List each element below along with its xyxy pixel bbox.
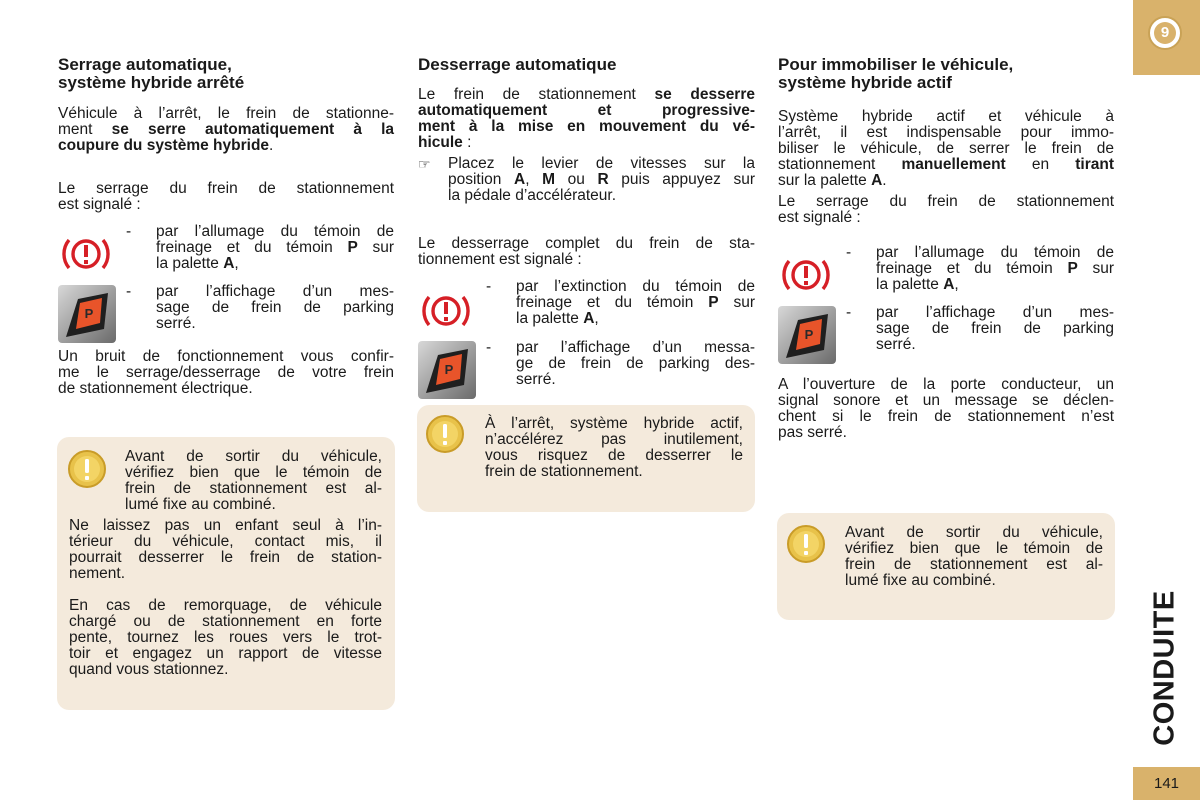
col2-b2-line3: serré. — [516, 371, 556, 388]
col3-b2-line3: serré. — [876, 336, 916, 353]
col2-b1-line3c: , — [594, 310, 599, 327]
col2-p1-line1a: Le frein de stationnement — [418, 86, 655, 103]
col2-bullet-1 — [486, 279, 755, 327]
bullet-dash: - — [126, 283, 132, 300]
col1-note-p2-line4: nement. — [69, 565, 126, 582]
col3-p1-line2: l’arrêt, il est indispensable pour immo- — [778, 124, 1114, 141]
col1-p1-line2b: se serre automatiquement à la — [111, 121, 394, 138]
col3-p3-line1: A l’ouverture de la porte conducteur, un — [778, 376, 1114, 393]
col2-b1-line3a: la palette — [516, 310, 584, 327]
col3-p1-line4a: stationnement — [778, 156, 902, 173]
col2-b1-line2a: freinage et du témoin — [516, 294, 709, 311]
col1-paragraph-2 — [58, 181, 394, 213]
col1-note-line2: vérifiez bien que le témoin de — [125, 464, 382, 481]
brake-warning-icon — [420, 289, 472, 333]
col1-note-line4: lumé fixe au combiné. — [125, 496, 276, 513]
col1-b2-line2: sage de frein de parking — [156, 299, 394, 316]
col1-heading — [58, 56, 398, 92]
col1-note-p3-line1: En cas de remorquage, de véhicule — [69, 597, 382, 614]
col2-hand-line2b: A — [514, 171, 526, 188]
col3-b1-line3b: A — [943, 276, 955, 293]
col3-p1-line1: Système hybride actif et véhicule à — [778, 108, 1114, 125]
col1-note-p3-line5: quand vous stationnez. — [69, 661, 229, 678]
col1-b1-line3a: la palette — [156, 255, 224, 272]
warning-exclamation-icon — [786, 524, 826, 564]
col3-p3-line3: chent si le frein de stationnement n’est — [778, 408, 1114, 425]
hand-pointer-icon: ☞ — [418, 156, 431, 172]
col1-bullet-1 — [126, 224, 394, 272]
parking-switch-icon — [778, 306, 836, 364]
chapter-badge — [1148, 16, 1182, 50]
col2-heading: Desserrage automatique — [418, 55, 617, 74]
col3-b1-line3c: , — [954, 276, 959, 293]
col2-note-line1: À l’arrêt, système hybride actif, — [485, 415, 743, 432]
col3-note-line1: Avant de sortir du véhicule, — [845, 524, 1103, 541]
col2-note-line2: n’accélérez pas inutilement, — [485, 431, 743, 448]
col1-b1-line2a: freinage et du témoin — [156, 239, 348, 256]
col1-p1-line3b: . — [269, 137, 274, 154]
chapter-number: 9 — [1154, 22, 1176, 44]
col1-b2-line3: serré. — [156, 315, 196, 332]
col3-paragraph-1 — [778, 109, 1114, 189]
col2-note-line4: frein de stationnement. — [485, 463, 643, 480]
col1-b1-line2c: sur — [357, 239, 394, 256]
col2-hand-line2c: , — [525, 171, 543, 188]
col2-b1-line3b: A — [583, 310, 595, 327]
col2-instruction — [418, 156, 755, 204]
col3-heading — [778, 56, 1118, 92]
brake-warning-icon — [60, 232, 112, 276]
col1-p2-line2: est signalé : — [58, 196, 141, 213]
col3-note-line4: lumé fixe au combiné. — [845, 572, 996, 589]
col3-p2-line2: est signalé : — [778, 209, 861, 226]
col1-note-line1: Avant de sortir du véhicule, — [125, 448, 382, 465]
warning-exclamation-icon — [67, 449, 107, 489]
col2-paragraph-2 — [418, 236, 755, 268]
brake-warning-icon — [780, 253, 832, 297]
col2-p1-line4b: : — [462, 134, 472, 151]
col1-paragraph-3 — [58, 349, 394, 397]
col2-p1-line4a: hicule — [418, 134, 463, 151]
parking-switch-icon — [418, 341, 476, 399]
col2-bullet-2 — [486, 340, 755, 388]
col2-p1-line2: automatiquement et progressive- — [418, 102, 755, 119]
col1-note-p3-line4: toir et engagez un rapport de vitesse — [69, 645, 382, 662]
bullet-dash: - — [846, 244, 852, 261]
col2-p1-line1b: se desserre — [654, 86, 755, 103]
page-number: 141 — [1133, 767, 1200, 800]
col1-bullet-2 — [126, 284, 394, 332]
warning-exclamation-icon — [425, 414, 465, 454]
col3-p1-line4b: manuellement — [901, 156, 1006, 173]
col3-p1-line3: biliser le véhicule, de serrer le frein de — [778, 140, 1114, 157]
col2-b1-line2c: sur — [718, 294, 755, 311]
col2-warning-note — [417, 405, 755, 512]
col1-b1-line1: par l’allumage du témoin de — [156, 223, 394, 240]
col1-p1-line1: Véhicule à l’arrêt, le frein de stationne- — [58, 105, 394, 122]
col3-p3-line2: signal sonore et un message se déclen- — [778, 392, 1114, 409]
col2-hand-line2f: R — [597, 171, 609, 188]
col3-p1-line5b: A — [871, 172, 883, 189]
bullet-dash: - — [126, 223, 132, 240]
col1-note-p2-line1: Ne laissez pas un enfant seul à l’in- — [69, 517, 382, 534]
col1-b1-line3b: A — [223, 255, 235, 272]
col3-p1-line4d: tirant — [1075, 156, 1114, 173]
col3-b1-line2a: freinage et du témoin — [876, 260, 1068, 277]
col2-hand-line2e: ou — [555, 171, 598, 188]
section-title: CONDUITE — [1148, 589, 1181, 746]
col3-p1-line5c: . — [882, 172, 887, 189]
col3-bullet-2 — [846, 305, 1114, 353]
bullet-dash: - — [486, 278, 492, 295]
col2-hand-line2d: M — [542, 171, 556, 188]
col3-b1-line1: par l’allumage du témoin de — [876, 244, 1114, 261]
col1-heading-line1: Serrage automatique, — [58, 55, 232, 74]
col1-note-p2-line3: pourrait desserrer le frein de station- — [69, 549, 382, 566]
col1-heading-line2: système hybride arrêté — [58, 73, 245, 92]
col2-note-line3: vous risquez de desserrer le — [485, 447, 743, 464]
col2-hand-line3: la pédale d’accélérateur. — [448, 187, 617, 204]
col1-warning-note — [57, 437, 395, 710]
col3-b1-line3a: la palette — [876, 276, 944, 293]
col1-p3-line2: me le serrage/desserrage de votre frein — [58, 364, 394, 381]
col3-bullet-1 — [846, 245, 1114, 293]
col3-paragraph-3 — [778, 377, 1114, 441]
svg-text:P: P — [804, 327, 814, 342]
svg-text:P: P — [84, 306, 94, 321]
col1-note-p3-line2: chargé ou de stationnement en forte — [69, 613, 382, 630]
col2-paragraph-1 — [418, 87, 755, 151]
col1-b1-line2b: P — [347, 239, 358, 256]
parking-switch-icon — [58, 285, 116, 343]
col3-heading-line1: Pour immobiliser le véhicule, — [778, 55, 1014, 74]
col1-p3-line1: Un bruit de fonctionnement vous confir- — [58, 348, 394, 365]
col3-b2-line1: par l’affichage d’un mes- — [876, 304, 1114, 321]
col2-hand-line1: Placez le levier de vitesses sur la — [448, 155, 755, 172]
col2-b2-line1: par l’affichage d’un messa- — [516, 339, 755, 356]
col2-hand-line2g: puis appuyez sur — [608, 171, 755, 188]
col3-p1-line5a: sur la palette — [778, 172, 872, 189]
col2-b2-line2: ge de frein de parking des- — [516, 355, 755, 372]
col1-p1-line3a: coupure du système hybride — [58, 137, 270, 154]
col2-hand-line2a: position — [448, 171, 515, 188]
col2-b1-line1: par l’extinction du témoin de — [516, 278, 755, 295]
col1-b2-line1: par l’affichage d’un mes- — [156, 283, 394, 300]
col2-p2-line2: tionnement est signalé : — [418, 251, 582, 268]
col3-p3-line4: pas serré. — [778, 424, 847, 441]
col1-paragraph-1 — [58, 106, 394, 154]
col1-note-line3: frein de stationnement est al- — [125, 480, 382, 497]
col3-note-line2: vérifiez bien que le témoin de — [845, 540, 1103, 557]
col3-p2-line1: Le serrage du frein de stationnement — [778, 193, 1114, 210]
col1-note-p3-line3: pente, tournez les roues vers le trot- — [69, 629, 382, 646]
col1-p2-line1: Le serrage du frein de stationnement — [58, 180, 394, 197]
col3-b1-line2c: sur — [1077, 260, 1114, 277]
col3-b1-line2b: P — [1067, 260, 1078, 277]
col3-note-line3: frein de stationnement est al- — [845, 556, 1103, 573]
bullet-dash: - — [486, 339, 492, 356]
col1-note-p2-line2: térieur du véhicule, contact mis, il — [69, 533, 382, 550]
col3-paragraph-2 — [778, 194, 1114, 226]
svg-text:P: P — [444, 362, 454, 377]
col3-warning-note — [777, 513, 1115, 620]
col3-b2-line2: sage de frein de parking — [876, 320, 1114, 337]
bullet-dash: - — [846, 304, 852, 321]
col3-heading-line2: système hybride actif — [778, 73, 952, 92]
col2-p2-line1: Le desserrage complet du frein de sta- — [418, 235, 755, 252]
col3-p1-line4c: en — [1005, 156, 1076, 173]
col2-b1-line2b: P — [708, 294, 719, 311]
col1-p1-line2a: ment — [58, 121, 112, 138]
col1-p3-line3: de stationnement électrique. — [58, 380, 253, 397]
col1-b1-line3c: , — [234, 255, 239, 272]
section-label — [1140, 590, 1190, 745]
col2-p1-line3: ment à la mise en mouvement du vé- — [418, 118, 755, 135]
